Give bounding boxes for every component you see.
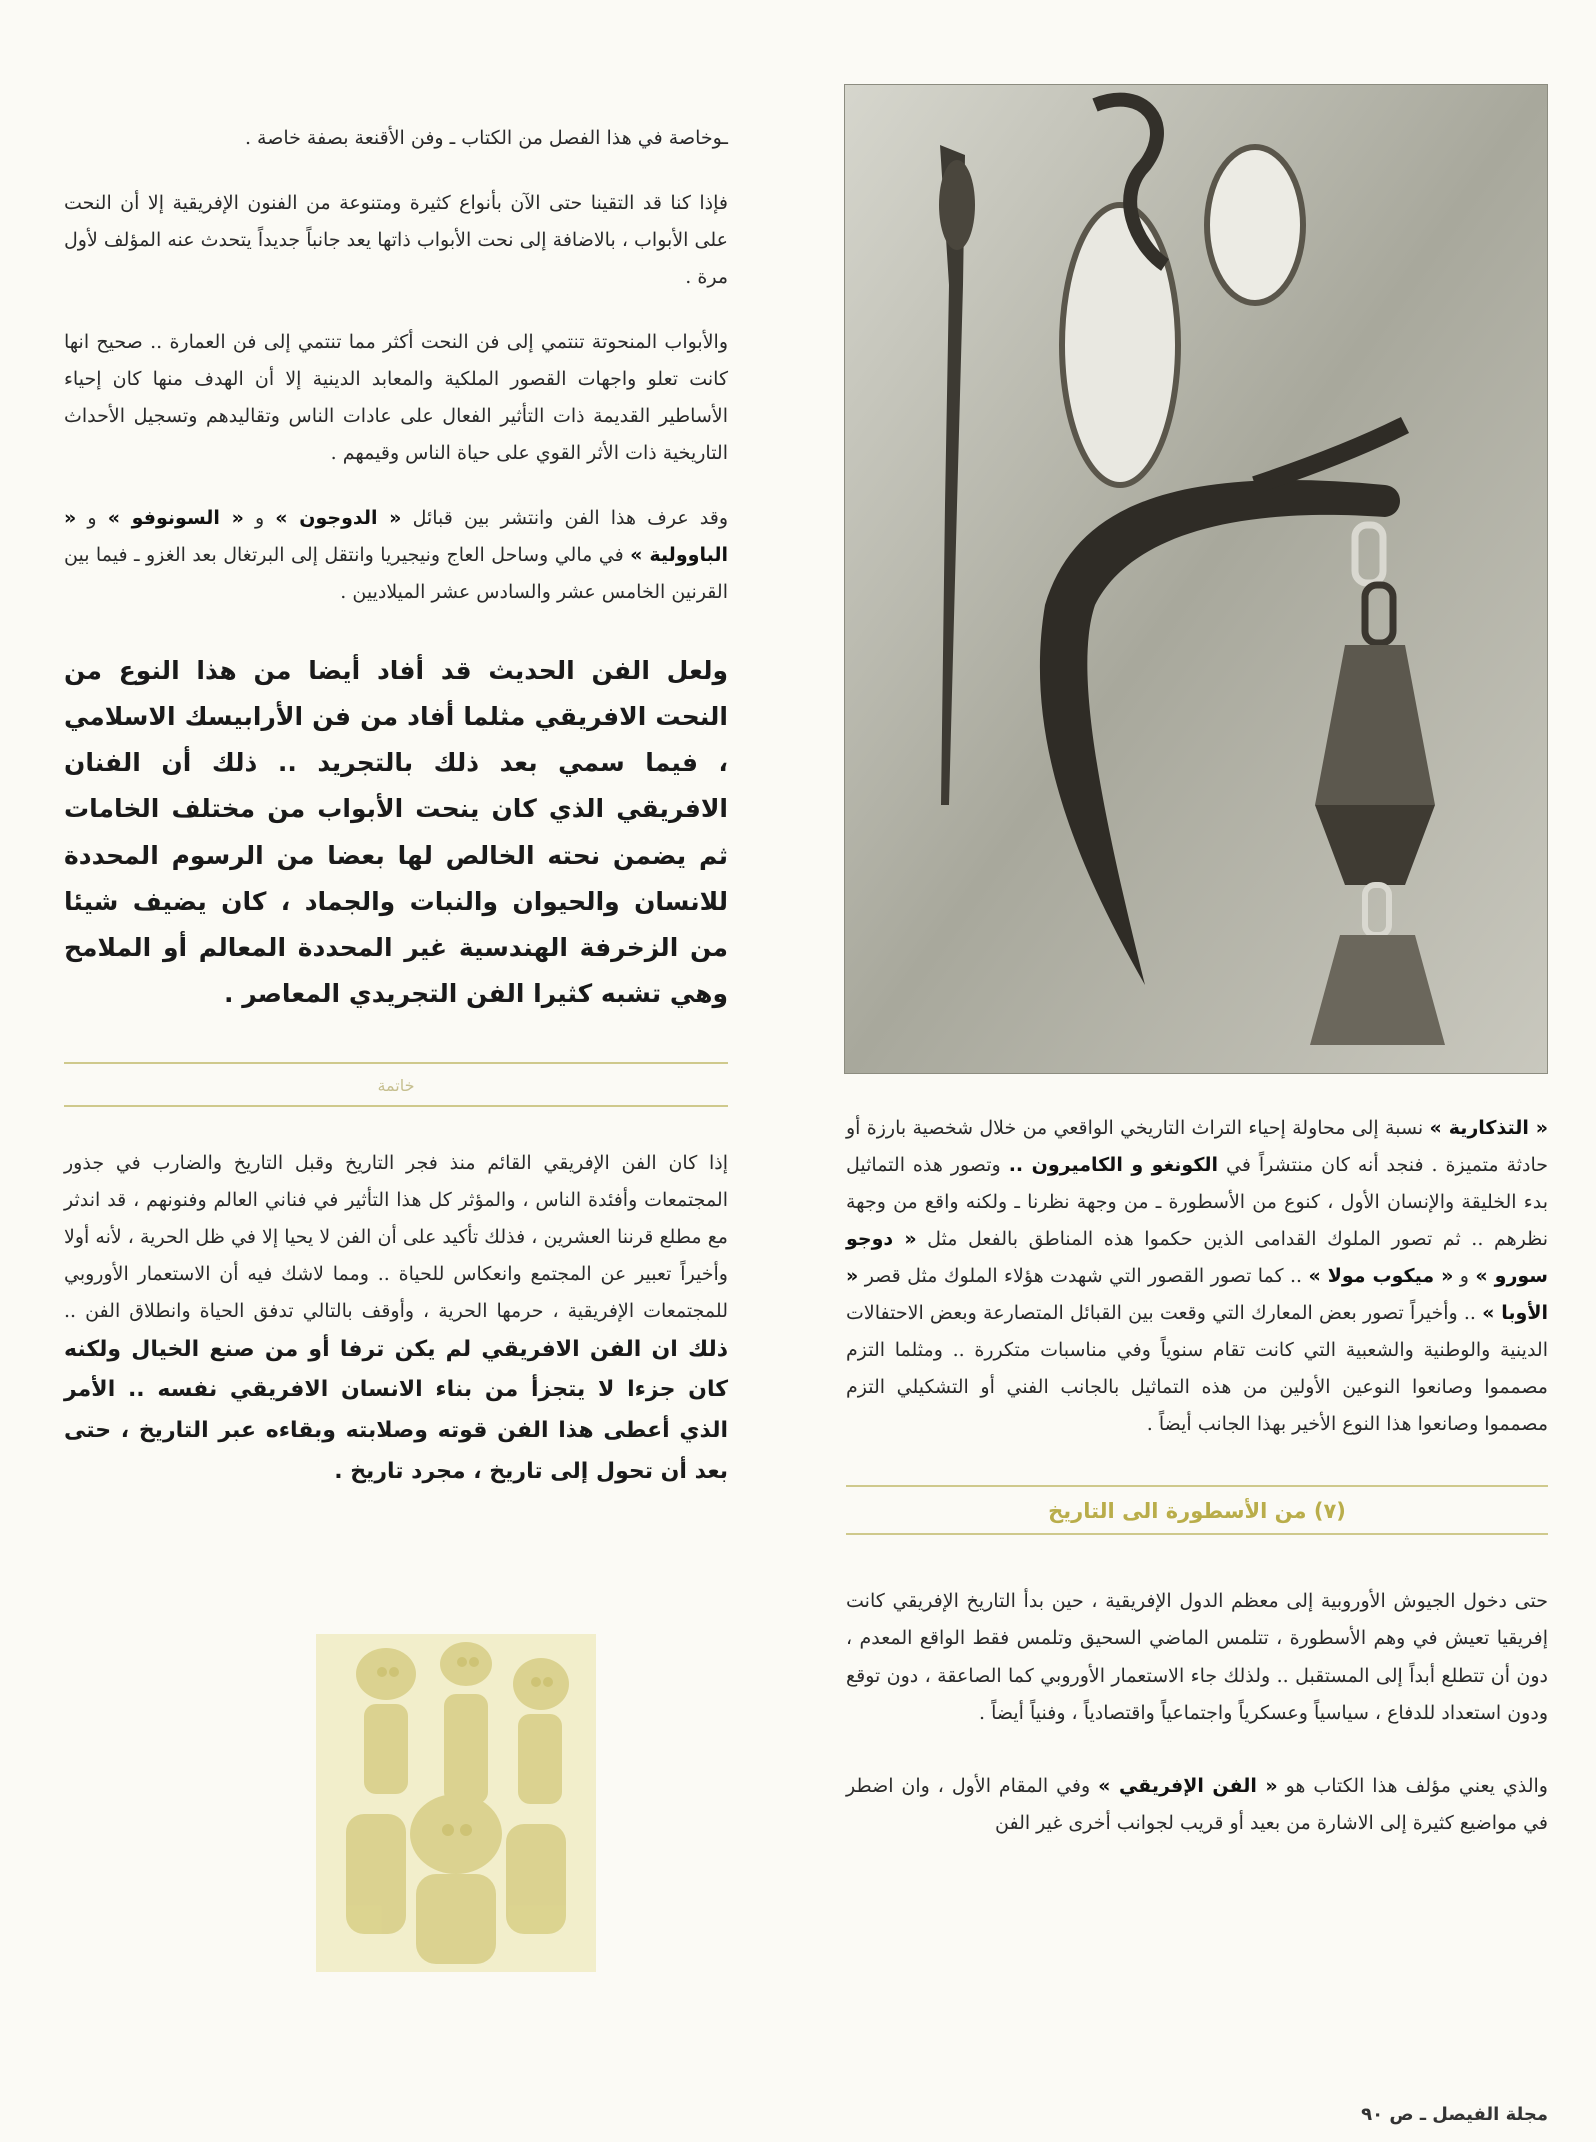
caption-text-3: و [1459,1265,1469,1288]
caption-king-2: « ميكوب مولا » [1308,1265,1454,1288]
section-rule-bottom [846,1533,1548,1535]
paragraph-tribes [64,500,728,611]
caption-paragraph [846,1110,1548,1443]
conclusion-rule-bottom [64,1105,728,1107]
caption-text-5: .. وأخيراً تصور بعض المعارك التي وقعت بين القبائل المتصارعة وبعض الاحتفالات الدينية والوطنية والشعبية التي كانت تقام سنوياً وفي مناسبات متكررة .. ومثلما التزم مصمموا وصانعوا النوعين الأولين من هذه التماثيل بالجانب الفني أو التشكيلي التزم مصمموا وصانعوا هذا النوع الأخير بهذا الجانب أيضاً . [846,1302,1548,1436]
page-footer: مجلة الفيصل ـ ص ٩٠ [1361,2104,1548,2125]
paragraph-door-carving: فإذا كنا قد التقينا حتى الآن بأنواع كثيرة ومتنوعة من الفنون الإفريقية إلا أن النحت على الأبواب ، بالاضافة إلى نحت الأبواب ذاتها يعد جانباً جديداً يتحدث عنه المؤلف لأول مرة . [64,192,728,289]
paragraph-abstraction: ولعل الفن الحديث قد أفاد أيضا من هذا النوع من النحت الافريقي مثلما أفاد من فن الأرابيسك الاسلامي ، فيما سمي بعد ذلك بالتجريد .. ذلك أن الفنان الافريقي الذي كان ينحت الأبواب من مختلف الخامات ثم يضمن نحته الخالص لها بعضا من الرسوم المحددة للانسان والحيوان والنبات والجماد ، كان يضيف شيئا من الزخرفة الهندسية غير المحددة المعالم أو الملامح وهي تشبه كثيرا الفن التجريدي المعاصر . [64,655,728,1009]
caption-text-4: .. كما تصور القصور التي شهدت هؤلاء الملوك مثل قصر [864,1265,1303,1288]
p4-text-4: في مالي وساحل العاج ونيجيريا وانتقل إلى البرتغال بعد الغزو ـ فيما بين القرنين الخامس عشر والسادس عشر الميلاديين . [64,544,728,604]
tribe-dogon: « الدوجون » [275,507,402,530]
decorative-carving [316,1634,596,1972]
section-title-7: (٧) من الأسطورة الى التاريخ [1048,1499,1346,1524]
p4-text-2: و [255,507,265,530]
sculpture-photo-graphic [845,85,1547,1073]
p7-text-1: والذي يعني مؤلف هذا الكتاب هو [1285,1774,1548,1797]
caption-palace: « الأوبا » [846,1265,1548,1325]
p4-text-1: وقد عرف هذا الفن وانتشر بين قبائل [412,507,728,530]
p7-african-art: « الفن الإفريقي » [1098,1774,1278,1797]
tribe-baule: « الباوولية » [64,507,728,567]
conclusion-plain-text: إذا كان الفن الإفريقي القائم منذ فجر التاريخ وقبل التاريخ والضارب في جذور المجتمعات وأفئدة الناس ، والمؤثر كل هذا التأثير في فناني العالم وفنونهم ، قد اندثر مع مطلع قرننا العشرين ، فذلك تأكيد على أن الفن لا يحيا إلا في ظل الحرية ، لأنه أولا وأخيراً تعبير عن المجتمع وانعكاس للحياة .. ومما لاشك فيه أن الاستعمار الأوروبي للمجتمعات الإفريقية ، حرمها الحرية ، وأوقف بالتالي تدفق الحياة وانطلاق الفن .. [64,1151,728,1322]
caption-places: الكونغو و الكاميرون .. [1008,1154,1219,1177]
tribe-senufo: « السونوفو » [107,507,244,530]
sculpture-photo [844,84,1548,1074]
paragraph-masks: ـوخاصة في هذا الفصل من الكتاب ـ وفن الأقنعة بصفة خاصة . [244,127,728,149]
right-column [846,84,1548,1870]
caption-term: « التذكارية » [1429,1117,1549,1139]
caption-text-2: وتصور هذه التماثيل بدء الخليقة والإنسان الأول ، كنوع من الأسطورة ـ من وجهة نظرنا ـ ولكنه واقع من وجهة نظرهم .. ثم تصور الملوك القدامى الذين حكموا هذه المناطق بالفعل مثل [846,1154,1548,1251]
decorative-carving-graphic [316,1634,596,1972]
conclusion-title: خاتمة [377,1075,415,1095]
caption-text-1: نسبة إلى محاولة إحياء التراث التاريخي الواقعي من خلال شخصية بارزة أو حادثة متميزة . فنجد أنه كان منتشراً في [846,1117,1548,1177]
paragraph-author-intent [846,1768,1548,1842]
section-header-7 [846,1487,1548,1533]
paragraph-carved-doors: والأبواب المنحوتة تنتمي إلى فن النحت أكثر مما تنتمي إلى فن العمارة .. صحيح انها كانت تعلو واجهات القصور الملكية والمعابد الدينية إلا أن الهدف منها كان إحياء الأساطير القديمة ذات التأثير الفعال على عادات الناس وتقاليدهم وتسجيل الأحداث التاريخية ذات الأثر القوي على حياة الناس وقيمهم . [64,331,728,465]
p7-text-2: وفي المقام الأول ، وان اضطر في مواضيع كثيرة إلى الاشارة من بعيد أو قريب لجوانب أخرى غير الفن [846,1774,1548,1834]
paragraph-conclusion [64,1145,728,1493]
paragraph-colonialism: حتى دخول الجيوش الأوروبية إلى معظم الدول الإفريقية ، حين بدأ التاريخ الإفريقي كانت إفريقيا تعيش في وهم الأسطورة ، تتلمس الماضي السحيق وتلمس فقط الواقع المعدم ، دون أن تتطلع أبداً إلى المستقبل .. ولذلك جاء الاستعمار الأوروبي كما الصاعقة ، دون توقع ودون استعداد للدفاع ، سياسياً وعسكرياً واجتماعياً واقتصادياً ، وفنياً أيضاً . [846,1590,1548,1724]
left-column [64,120,728,1493]
caption-king-1: « دوجو سورو » [846,1228,1548,1288]
conclusion-header [64,1064,728,1105]
p4-text-3: و [87,507,97,530]
conclusion-bold-text: ذلك ان الفن الافريقي لم يكن ترفا أو من صنع الخيال ولكنه كان جزءا لا يتجزأ من بناء الانسان الافريقي نفسه .. الأمر الذي أعطى هذا الفن قوته وصلابته وبقاءه عبر التاريخ ، حتى بعد أن تحول إلى تاريخ ، مجرد تاريخ . [64,1336,728,1484]
